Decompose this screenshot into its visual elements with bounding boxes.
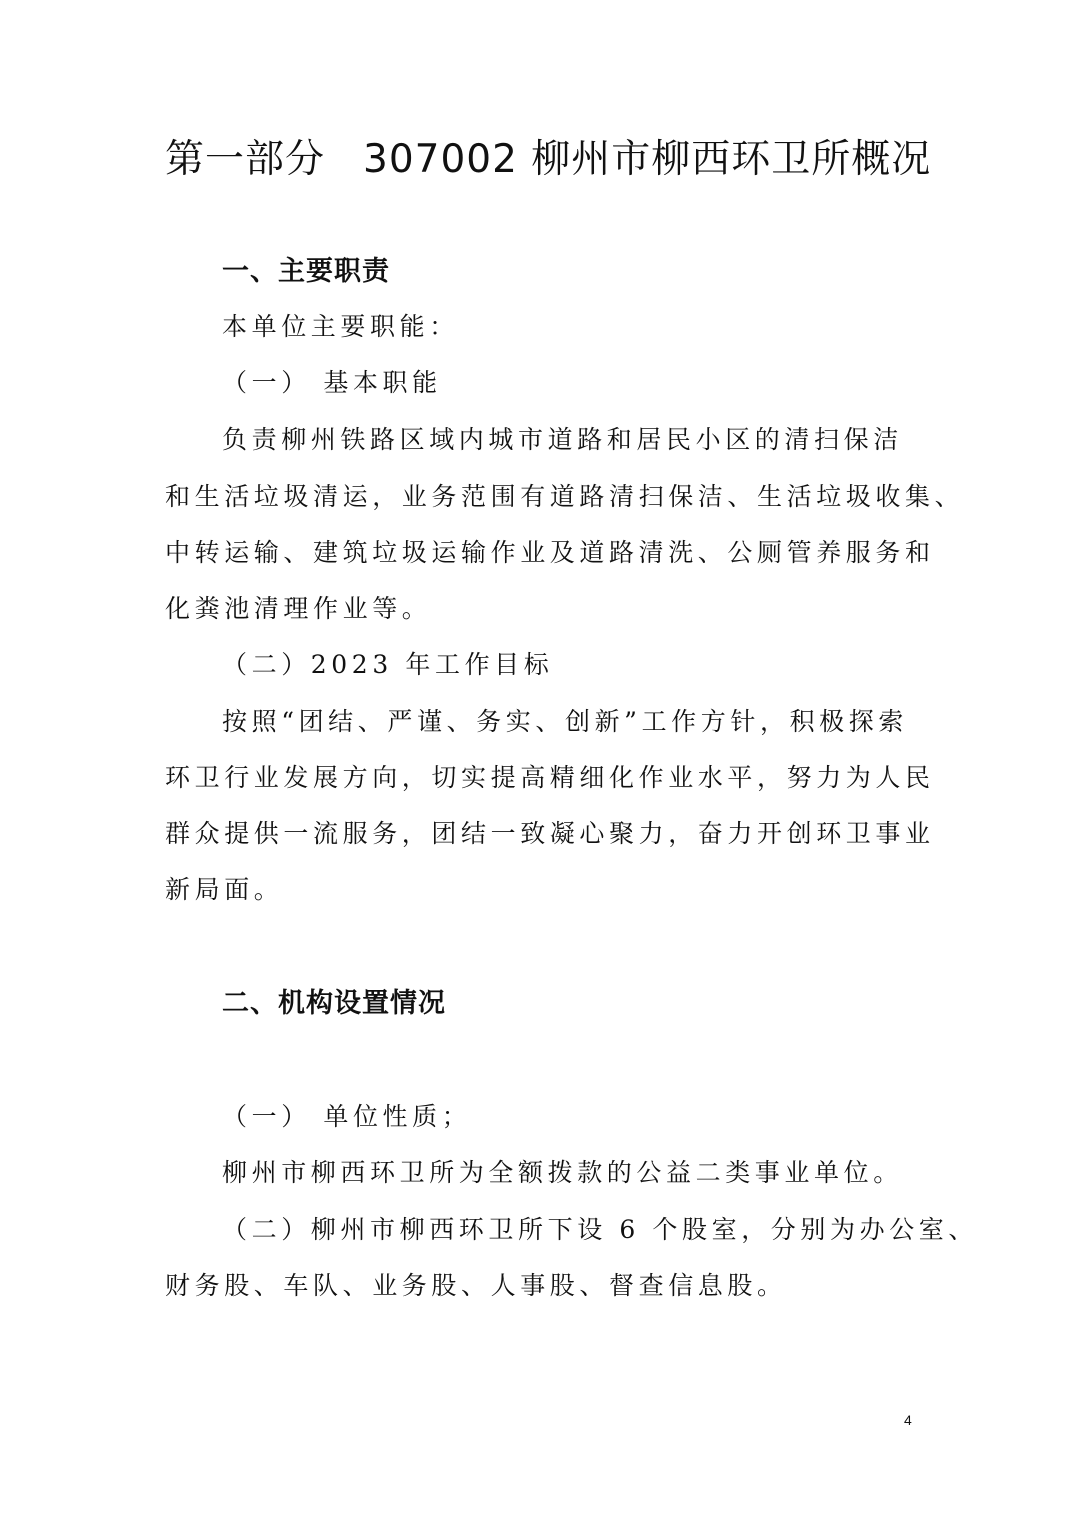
page-number: 4 — [904, 1412, 912, 1428]
title-main: 307002 柳州市柳西环卫所概况 — [363, 137, 932, 182]
paragraph-line: 和生活垃圾清运，业务范围有道路清扫保洁、生活垃圾收集、 — [165, 482, 965, 511]
page-title — [165, 132, 931, 188]
duties-intro: 本单位主要职能： — [222, 312, 459, 341]
paragraph-line: 中转运输、建筑垃圾运输作业及道路清洗、公厕管养服务和 — [165, 538, 935, 567]
paragraph-line: 群众提供一流服务，团结一致凝心聚力，奋力开创环卫事业 — [165, 819, 935, 848]
subheading-basic-functions: （一） 基本职能 — [222, 368, 442, 397]
unit-nature-text: 柳州市柳西环卫所为全额拨款的公益二类事业单位。 — [222, 1158, 903, 1187]
paragraph-line: 负责柳州铁路区域内城市道路和居民小区的清扫保洁 — [222, 425, 903, 454]
paragraph-line: 环卫行业发展方向，切实提高精细化作业水平，努力为人民 — [165, 763, 935, 792]
paragraph-line: 新局面。 — [165, 875, 284, 904]
paragraph-line: 按照“团结、严谨、务实、创新”工作方针，积极探索 — [222, 707, 908, 736]
section-heading-organization: 二、机构设置情况 — [222, 988, 446, 1019]
title-part: 第一部分 — [165, 137, 326, 182]
subheading-unit-nature: （一） 单位性质； — [222, 1102, 472, 1131]
paragraph-line: 财务股、车队、业务股、人事股、督查信息股。 — [165, 1271, 787, 1300]
paragraph-line: （二）柳州市柳西环卫所下设 6 个股室，分别为办公室、 — [222, 1215, 979, 1244]
subheading-work-goals: （二）2023 年工作目标 — [222, 650, 554, 679]
paragraph-line: 化粪池清理作业等。 — [165, 594, 432, 623]
section-heading-duties: 一、主要职责 — [222, 256, 390, 287]
